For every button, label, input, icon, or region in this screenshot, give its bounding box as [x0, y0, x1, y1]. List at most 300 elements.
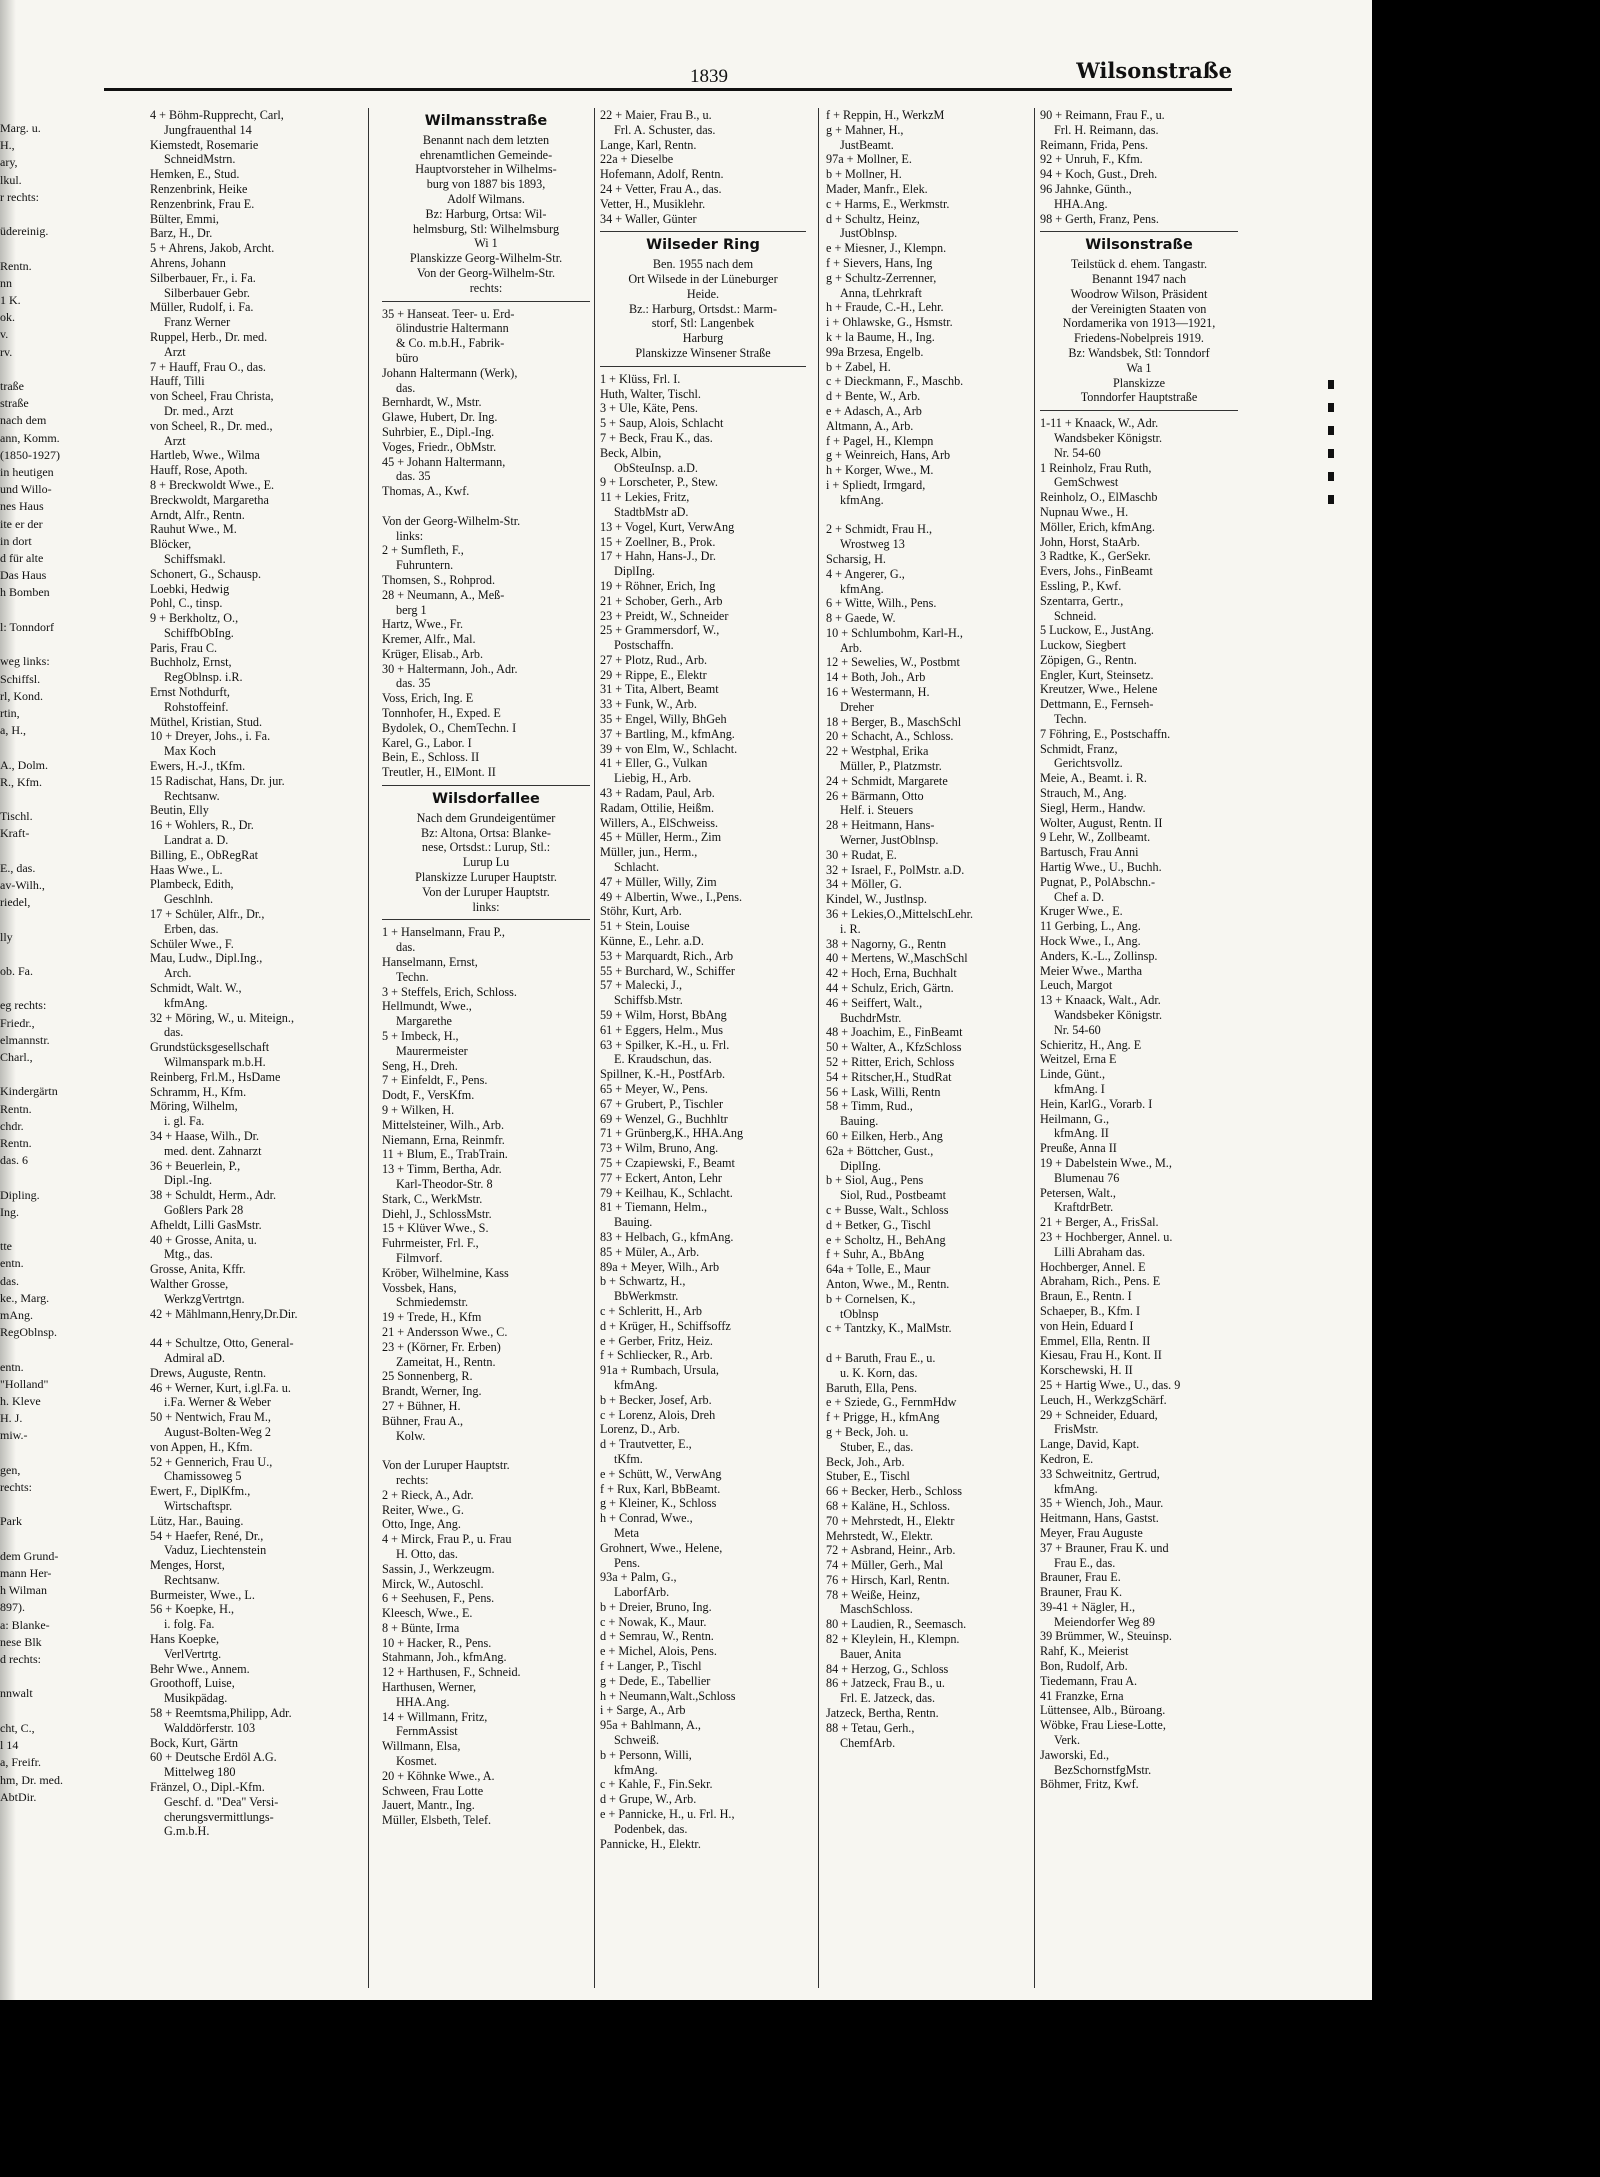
address-entry: g + Kleiner, K., Schloss: [600, 1496, 717, 1511]
address-entry: Breckwoldt, Margaretha: [150, 492, 269, 507]
address-entry: 46 + Seiffert, Walt.,: [826, 995, 923, 1010]
address-entry: 40 + Grosse, Anita, u.: [150, 1232, 257, 1247]
address-entry: Braun, E., Rentn. I: [1040, 1289, 1132, 1304]
address-entry: 39 Brümmer, W., Steuinsp.: [1040, 1629, 1172, 1644]
address-entry: Schmidt, Franz,: [1040, 741, 1118, 756]
address-entry: Otto, Inge, Ang.: [382, 1517, 461, 1532]
address-entry: Zameitat, H., Rentn.: [396, 1354, 496, 1369]
address-entry: 13 + Vogel, Kurt, VerwAng: [600, 519, 735, 534]
fragment-line: [0, 791, 44, 808]
address-entry: e + Miesner, J., Klempn.: [826, 241, 947, 256]
address-entry: Groothoff, Luise,: [150, 1676, 235, 1691]
address-entry: Bauing.: [840, 1114, 879, 1129]
address-entry: g + Schultz-Zerrenner,: [826, 270, 937, 285]
address-entry: g + Dede, E., Tabellier: [600, 1673, 711, 1688]
address-entry: Huth, Walter, Tischl.: [600, 386, 701, 401]
address-entry: 69 + Wenzel, G., Buchhltr: [600, 1111, 728, 1126]
fragment-line: miw.-: [0, 1428, 28, 1443]
address-entry: 36 + Beuerlein, P.,: [150, 1158, 241, 1173]
fragment-line: mann Her-: [0, 1566, 52, 1581]
address-entry: Brandt, Werner, Ing.: [382, 1384, 482, 1399]
address-entry: b + Mollner, H.: [826, 167, 902, 182]
address-entry: Heitmann, Hans, Gastst.: [1040, 1511, 1159, 1526]
address-entry: Hans Koepke,: [150, 1632, 220, 1647]
address-entry: Heilmann, G.,: [1040, 1111, 1110, 1126]
address-entry: 48 + Joachim, E., FinBeamt: [826, 1025, 963, 1040]
address-entry: Jauert, Mantr., Ing.: [382, 1798, 475, 1813]
address-entry: 6 + Seehusen, F., Pens.: [382, 1591, 495, 1606]
fragment-line: riedel,: [0, 895, 31, 910]
address-entry: f + Reppin, H., WerkzM: [826, 108, 945, 122]
address-entry: g + Beck, Joh. u.: [826, 1424, 909, 1439]
address-entry: FrisMstr.: [1054, 1422, 1099, 1437]
address-entry: ölindustrie Haltermann: [396, 321, 509, 336]
address-entry: Möller, Erich, kfmAng.: [1040, 519, 1155, 534]
address-entry: 97a + Mollner, E.: [826, 152, 912, 167]
address-entry: Vetter, H., Musiklehr.: [600, 196, 706, 211]
address-entry: 14 + Willmann, Fritz,: [382, 1709, 488, 1724]
address-entry: h + Fraude, C.-H., Lehr.: [826, 300, 944, 315]
address-entry: 62a + Böttcher, Gust.,: [826, 1143, 934, 1158]
street-note: Ort Wilsede in der Lüneburger: [628, 271, 778, 286]
address-entry: Willmann, Elsa,: [382, 1739, 461, 1754]
address-entry: Beck, Albin,: [600, 445, 662, 460]
address-entry: Thomsen, S., Rohprod.: [382, 572, 496, 587]
street-note: Bz.: Harburg, Ortsdst.: Marm-: [628, 301, 778, 316]
address-entry: 43 + Radam, Paul, Arb.: [600, 786, 715, 801]
address-entry: Dodt, F., VersKfm.: [382, 1088, 475, 1103]
address-entry: 66 + Becker, Herb., Schloss: [826, 1484, 963, 1499]
address-entry: i. folg. Fa.: [164, 1617, 215, 1632]
address-entry: BbWerkmstr.: [614, 1289, 679, 1304]
address-entry: Kiemstedt, Rosemarie: [150, 137, 259, 152]
address-entry: i.Fa. Werner & Weber: [164, 1395, 271, 1410]
address-entry: 16 + Wohlers, R., Dr.: [150, 818, 254, 833]
address-entry: 68 + Kaläne, H., Schloss.: [826, 1498, 950, 1513]
street-note: Teilstück d. ehem. Tangastr.: [1070, 257, 1208, 272]
fragment-line: h. Kleve: [0, 1394, 41, 1409]
address-entry: [382, 1443, 590, 1458]
address-entry: FernmAssist: [396, 1724, 458, 1739]
address-entry: c + Tantzky, K., MalMstr.: [826, 1321, 952, 1336]
address-entry: Schaeper, B., Kfm. I: [1040, 1303, 1141, 1318]
column-4: [826, 108, 1032, 1988]
address-entry: c + Busse, Walt., Schloss: [826, 1202, 949, 1217]
address-entry: 54 + Ritscher,H., StudRat: [826, 1069, 952, 1084]
address-entry: 8 + Gaede, W.: [826, 611, 896, 626]
address-entry: 21 + Schober, Gerh., Arb: [600, 593, 723, 608]
street-note: storf, Stl: Langenbek: [651, 316, 755, 331]
address-entry: 30 + Rudat, E.: [826, 847, 897, 862]
street-note: Lurup Lu: [462, 855, 510, 870]
column-2: [382, 108, 590, 1988]
address-entry: Dr. med., Arzt: [164, 403, 234, 418]
fragment-line: in heutigen: [0, 465, 54, 480]
address-entry: 54 + Haefer, René, Dr.,: [150, 1528, 264, 1543]
address-entry: Voss, Erich, Ing. E: [382, 691, 474, 706]
fragment-line: nese Blk: [0, 1634, 42, 1649]
address-entry: Kedron, E.: [1040, 1451, 1094, 1466]
address-entry: Lange, Karl, Rentn.: [600, 137, 697, 152]
fragment-line: lly: [0, 929, 13, 944]
address-entry: d + Bente, W., Arb.: [826, 389, 921, 404]
address-entry: cherungsvermittlungs-: [164, 1809, 274, 1824]
address-entry: 82 + Kleylein, H., Klempn.: [826, 1632, 960, 1647]
address-entry: WerkzgVertrtgn.: [164, 1291, 245, 1306]
address-entry: 12 + Sewelies, W., Postbmt: [826, 655, 960, 670]
address-entry: Arch.: [164, 966, 192, 981]
address-entry: 49 + Albertin, Wwe., I.,Pens.: [600, 889, 743, 904]
fragment-line: üdereinig.: [0, 224, 49, 239]
address-entry: 35 + Wiench, Joh., Maur.: [1040, 1496, 1164, 1511]
address-entry: Kleesch, Wwe., E.: [382, 1606, 473, 1621]
address-entry: Jaworski, Ed.,: [1040, 1747, 1110, 1762]
fragment-line: Rentn.: [0, 258, 32, 273]
street-note: Wi 1: [474, 236, 498, 251]
address-entry: c + Lorenz, Alois, Dreh: [600, 1407, 716, 1422]
address-entry: 61 + Eggers, Helm., Mus: [600, 1022, 723, 1037]
address-entry: Hartz, Wwe., Fr.: [382, 617, 464, 632]
address-entry: d + Schultz, Heinz,: [826, 211, 920, 226]
address-entry: Künne, E., Lehr. a.D.: [600, 934, 704, 949]
address-entry: Korschewski, H. II: [1040, 1363, 1133, 1378]
address-entry: 42 + Hoch, Erna, Buchhalt: [826, 966, 957, 981]
fragment-line: a: Blanke-: [0, 1617, 50, 1632]
street-note: Bz: Altona, Ortsa: Blanke-: [421, 825, 551, 840]
address-entry: 44 + Schultze, Otto, General-: [150, 1336, 294, 1351]
address-entry: 3 + Steffels, Erich, Schloss.: [382, 984, 517, 999]
address-entry: kfmAng.: [840, 492, 884, 507]
address-entry: Baruth, Ella, Pens.: [826, 1380, 918, 1395]
address-entry: 96 Jahnke, Günth.,: [1040, 181, 1132, 196]
fragment-line: [0, 1703, 44, 1720]
address-entry: 44 + Schulz, Erich, Gärtn.: [826, 981, 954, 996]
address-entry: 7 Föhring, E., Postschaffn.: [1040, 726, 1171, 741]
fragment-line: [0, 1169, 44, 1186]
address-entry: Kröber, Wilhelmine, Kass: [382, 1265, 509, 1280]
fragment-line: RegOblnsp.: [0, 1325, 57, 1340]
address-entry: Kindel, W., Justlnsp.: [826, 892, 927, 907]
address-entry: Haas Wwe., L.: [150, 862, 223, 877]
fragment-line: [0, 946, 44, 963]
address-entry: BezSchornstfgMstr.: [1054, 1762, 1152, 1777]
address-entry: Reinholz, O., ElMaschb: [1040, 490, 1158, 505]
address-entry: 50 + Nentwich, Frau M.,: [150, 1410, 271, 1425]
address-entry: d + Grupe, W., Arb.: [600, 1792, 697, 1807]
address-entry: f + Suhr, A., BbAng: [826, 1247, 925, 1262]
address-entry: 94 + Koch, Gust., Dreh.: [1040, 167, 1158, 182]
address-entry: rechts:: [396, 1472, 429, 1487]
address-entry: Franz Werner: [164, 315, 231, 330]
address-entry: Paris, Frau C.: [150, 640, 218, 655]
address-entry: KraftdrBetr.: [1054, 1200, 1114, 1215]
address-entry: Abraham, Rich., Pens. E: [1040, 1274, 1161, 1289]
address-entry: Petersen, Walt.,: [1040, 1185, 1116, 1200]
address-entry: Mehrstedt, W., Elektr.: [826, 1528, 933, 1543]
address-entry: 34 + Möller, G.: [826, 877, 902, 892]
address-entry: b + Becker, Josef, Arb.: [600, 1392, 712, 1407]
address-entry: i. gl. Fa.: [164, 1114, 205, 1129]
address-entry: Schween, Frau Lotte: [382, 1783, 484, 1798]
address-entry: 34 + Waller, Günter: [600, 211, 697, 226]
address-entry: Liebig, H., Arb.: [614, 771, 692, 786]
address-entry: Meiendorfer Weg 89: [1054, 1614, 1155, 1629]
address-entry: 24 + Schmidt, Margarete: [826, 773, 948, 788]
address-entry: h + Korger, Wwe., M.: [826, 463, 934, 478]
address-entry: 76 + Hirsch, Karl, Rentn.: [826, 1572, 950, 1587]
address-entry: BuchdrMstr.: [840, 1010, 902, 1025]
address-entry: 2 + Rieck, A., Adr.: [382, 1487, 474, 1502]
address-entry: 79 + Keilhau, K., Schlacht.: [600, 1185, 733, 1200]
address-entry: Vossbek, Hans,: [382, 1280, 457, 1295]
fragment-line: Tischl.: [0, 809, 33, 824]
address-entry: von Scheel, R., Dr. med.,: [150, 418, 273, 433]
address-entry: c + Dieckmann, F., Maschb.: [826, 374, 964, 389]
address-entry: Burmeister, Wwe., L.: [150, 1587, 255, 1602]
address-entry: tKfm.: [614, 1451, 643, 1466]
address-entry: Willers, A., ElSchweiss.: [600, 815, 718, 830]
address-entry: Maurermeister: [396, 1043, 468, 1058]
address-entry: 4 + Angerer, G.,: [826, 566, 905, 581]
street-note: Hauptvorsteher in Wilhelms-: [415, 162, 557, 177]
address-entry: das.: [396, 380, 416, 395]
address-entry: das.: [396, 940, 416, 955]
street-note: links:: [472, 899, 500, 914]
fragment-line: und Willo-: [0, 482, 52, 497]
address-entry: Fuhrmeister, Frl. F.,: [382, 1236, 479, 1251]
column-separator: [368, 108, 369, 1988]
address-entry: b + Cornelsen, K.,: [826, 1291, 916, 1306]
column-separator: [1034, 108, 1035, 1988]
address-entry: Rahf, K., Meierist: [1040, 1644, 1129, 1659]
address-entry: 45 + Johann Haltermann,: [382, 454, 506, 469]
address-entry: Menges, Horst,: [150, 1558, 225, 1573]
address-entry: e + Sziede, G., FernmHdw: [826, 1395, 957, 1410]
address-entry: e + Pannicke, H., u. Frl. H.,: [600, 1807, 735, 1822]
fragment-line: 1 K.: [0, 293, 21, 308]
address-entry: Wolter, August, Rentn. II: [1040, 815, 1163, 830]
address-entry: d + Trautvetter, E.,: [600, 1437, 692, 1452]
fragment-line: h Bomben: [0, 585, 50, 600]
address-entry: Schiffsmakl.: [164, 551, 226, 566]
address-entry: 91a + Rumbach, Ursula,: [600, 1363, 719, 1378]
fragment-line: h Wilman: [0, 1583, 47, 1598]
address-entry: 19 + Dabelstein Wwe., M.,: [1040, 1155, 1172, 1170]
section-divider: [382, 301, 590, 302]
street-note: Von der Luruper Hauptstr.: [422, 884, 550, 899]
address-entry: d + Baruth, Frau E., u.: [826, 1350, 936, 1365]
address-entry: 16 + Westermann, H.: [826, 685, 930, 700]
address-entry: d + Betker, G., Tischl: [826, 1217, 931, 1232]
address-entry: 1-11 + Knaack, W., Adr.: [1040, 416, 1159, 431]
column-separator: [594, 108, 595, 1988]
address-entry: 41 Franzke, Erna: [1040, 1688, 1124, 1703]
address-entry: 25 + Hartig Wwe., U., das. 9: [1040, 1377, 1181, 1392]
address-entry: Techn.: [1054, 712, 1087, 727]
address-entry: f + Prigge, H., kfmAng: [826, 1410, 940, 1425]
address-entry: f + Rux, Karl, BbBeamt.: [600, 1481, 721, 1496]
address-entry: b + Dreier, Bruno, Ing.: [600, 1599, 712, 1614]
fragment-line: das.: [0, 1273, 19, 1288]
address-entry: Lilli Abraham das.: [1054, 1244, 1146, 1259]
address-entry: Arb.: [840, 640, 863, 655]
address-entry: Blumenau 76: [1054, 1170, 1120, 1185]
address-entry: das. 35: [396, 469, 431, 484]
address-entry: 60 + Eilken, Herb., Ang: [826, 1128, 943, 1143]
street-note: Planskizze Georg-Wilhelm-Str.: [409, 251, 563, 266]
address-entry: Dettmann, E., Fernseh-: [1040, 697, 1154, 712]
address-entry: 5 + Imbeck, H.,: [382, 1029, 459, 1044]
address-entry: 9 + Berkholtz, O.,: [150, 611, 239, 626]
address-entry: Meyer, Frau Auguste: [1040, 1525, 1143, 1540]
address-entry: 86 + Jatzeck, Frau B., u.: [826, 1676, 945, 1691]
address-entry: 22 + Maier, Frau B., u.: [600, 108, 712, 122]
section-divider: [600, 231, 806, 232]
address-entry: Gerichtsvollz.: [1054, 756, 1123, 771]
fragment-line: [0, 1496, 44, 1513]
address-entry: Postschaffn.: [614, 638, 674, 653]
address-entry: Siegl, Herm., Handw.: [1040, 800, 1146, 815]
address-entry: Hock Wwe., I., Ang.: [1040, 934, 1141, 949]
running-head: Wilsonstraße: [1076, 58, 1232, 83]
address-entry: Weitzel, Erna E: [1040, 1052, 1117, 1067]
fragment-line: l: Tonndorf: [0, 619, 54, 634]
address-entry: Wrostweg 13: [840, 537, 905, 552]
address-entry: Vaduz, Liechtenstein: [164, 1543, 267, 1558]
address-entry: Von der Luruper Hauptstr.: [382, 1458, 510, 1473]
address-entry: Afheldt, Lilli GasMstr.: [150, 1217, 262, 1232]
address-entry: 5 Luckow, E., JustAng.: [1040, 623, 1154, 638]
address-entry: Luckow, Siegbert: [1040, 638, 1126, 653]
fragment-line: d rechts:: [0, 1652, 41, 1667]
address-entry: 72 + Asbrand, Heinr., Arb.: [826, 1543, 956, 1558]
address-entry: ObSteuInsp. a.D.: [614, 460, 698, 475]
street-note: Adolf Wilmans.: [447, 191, 525, 206]
address-entry: g + Weinreich, Hans, Arb: [826, 448, 951, 463]
address-entry: 19 + Röhner, Erich, Ing: [600, 578, 716, 593]
address-entry: Bauing.: [614, 1215, 653, 1230]
fragment-line: r rechts:: [0, 189, 39, 204]
fragment-line: [0, 843, 44, 860]
address-entry: Grosse, Anita, Kffr.: [150, 1262, 246, 1277]
address-entry: Brauner, Frau E.: [1040, 1570, 1121, 1585]
address-entry: 35 + Hanseat. Teer- u. Erd-: [382, 306, 515, 321]
address-entry: Frl. H. Reimann, das.: [1054, 122, 1159, 137]
address-entry: Meier Wwe., Martha: [1040, 963, 1142, 978]
address-entry: LaborfArb.: [614, 1585, 670, 1600]
address-entry: 56 + Lask, Willi, Rentn: [826, 1084, 941, 1099]
address-entry: 9 Lehr, W., Zollbeamt.: [1040, 830, 1151, 845]
fragment-line: straße: [0, 396, 29, 411]
column-5: [1040, 108, 1238, 1988]
address-entry: c + Harms, E., Werkmstr.: [826, 196, 950, 211]
address-entry: Evers, Johs., FinBeamt: [1040, 564, 1153, 579]
fragment-line: entn.: [0, 1359, 24, 1374]
street-note: ehrenamtlichen Gemeinde-: [419, 147, 553, 162]
address-entry: von Appen, H., Kfm.: [150, 1439, 253, 1454]
address-entry: 53 + Marquardt, Rich., Arb: [600, 948, 734, 963]
address-entry: Sassin, J., Werkzeugm.: [382, 1561, 495, 1576]
address-entry: Plambeck, Edith,: [150, 877, 234, 892]
address-entry: RegOblnsp. i.R.: [164, 670, 243, 685]
address-entry: Schmiedemstr.: [396, 1295, 469, 1310]
street-heading: Wilmansstraße: [424, 113, 548, 129]
address-entry: Behr Wwe., Annem.: [150, 1661, 250, 1676]
street-note: Benannt nach dem letzten: [422, 132, 550, 147]
address-entry: kfmAng.: [1054, 1481, 1098, 1496]
address-entry: Goßlers Park 28: [164, 1202, 244, 1217]
address-entry: e + Gerber, Fritz, Heiz.: [600, 1333, 713, 1348]
street-note: Planskizze Winsener Straße: [635, 345, 771, 360]
address-entry: 1 + Klüss, Frl. I.: [600, 371, 681, 386]
address-entry: Leuch, H., WerkzgSchärf.: [1040, 1392, 1167, 1407]
address-entry: 28 + Neumann, A., Meß-: [382, 587, 505, 602]
fragment-line: traße: [0, 379, 24, 394]
address-entry: Dreher: [840, 699, 874, 714]
address-entry: 15 + Klüver Wwe., S.: [382, 1221, 489, 1236]
address-entry: kfmAng. I: [1054, 1082, 1105, 1096]
fragment-line: ite er der: [0, 516, 43, 531]
fragment-line: [0, 1668, 44, 1685]
address-entry: Anna, tLehrkraft: [840, 285, 922, 300]
street-note: Ben. 1955 nach dem: [652, 257, 754, 272]
address-entry: b + Siol, Aug., Pens: [826, 1173, 924, 1188]
address-entry: Musikpädag.: [164, 1691, 228, 1706]
fragment-line: [0, 1221, 44, 1238]
address-entry: Mader, Manfr., Elek.: [826, 181, 928, 196]
address-entry: DiplIng.: [840, 1158, 881, 1173]
address-entry: Arndt, Alfr., Rentn.: [150, 507, 245, 522]
address-entry: Max Koch: [164, 744, 216, 759]
address-entry: Ewers, H.-J., tKfm.: [150, 759, 246, 774]
street-note: Nach dem Grundeigentümer: [416, 810, 556, 825]
fragment-line: lkul.: [0, 172, 22, 187]
address-entry: Lütz, Har., Bauing.: [150, 1513, 244, 1528]
fragment-line: ke., Marg.: [0, 1290, 50, 1305]
address-entry: 13 + Knaack, Walt., Adr.: [1040, 993, 1161, 1008]
fragment-line: weg links:: [0, 654, 50, 669]
address-entry: Buchholz, Ernst,: [150, 655, 232, 670]
address-entry: 31 + Tita, Albert, Beamt: [600, 682, 719, 697]
address-entry: Niemann, Erna, Reinmfr.: [382, 1132, 505, 1147]
fragment-line: (1850-1927): [0, 447, 60, 462]
address-entry: Kremer, Alfr., Mal.: [382, 632, 476, 647]
address-entry: 1 Reinholz, Frau Ruth,: [1040, 460, 1152, 475]
address-entry: Voges, Friedr., ObMstr.: [382, 439, 497, 454]
address-entry: 3 + Ule, Käte, Pens.: [600, 401, 698, 416]
address-entry: 37 + Bartling, M., kfmAng.: [600, 726, 735, 741]
address-entry: 74 + Müller, Gerh., Mal: [826, 1558, 944, 1573]
address-entry: Kiesau, Frau H., Kont. II: [1040, 1348, 1162, 1363]
address-entry: Reiter, Wwe., G.: [382, 1502, 464, 1517]
fragment-line: nn: [0, 275, 12, 290]
fragment-line: ann, Komm.: [0, 430, 60, 445]
address-entry: kfmAng.: [614, 1762, 658, 1777]
street-heading: Wilsonstraße: [1085, 237, 1193, 254]
fragment-line: Marg. u.: [0, 121, 41, 135]
address-entry: 47 + Müller, Willy, Zim: [600, 874, 717, 889]
address-entry: Schieritz, H., Ang. E: [1040, 1037, 1142, 1052]
address-entry: 29 + Rippe, E., Elektr: [600, 667, 707, 682]
address-entry: 65 + Meyer, W., Pens.: [600, 1082, 708, 1096]
address-entry: 27 + Bühner, H.: [382, 1398, 461, 1413]
address-entry: 95a + Bahlmann, A.,: [600, 1718, 701, 1733]
address-entry: Lüttensee, Alb., Büroang.: [1040, 1703, 1166, 1718]
address-entry: Altmann, A., Arb.: [826, 418, 914, 433]
address-entry: 81 + Tiemann, Helm.,: [600, 1200, 708, 1215]
address-entry: 51 + Stein, Louise: [600, 919, 690, 934]
address-entry: Stuber, E., Tischl: [826, 1469, 910, 1484]
